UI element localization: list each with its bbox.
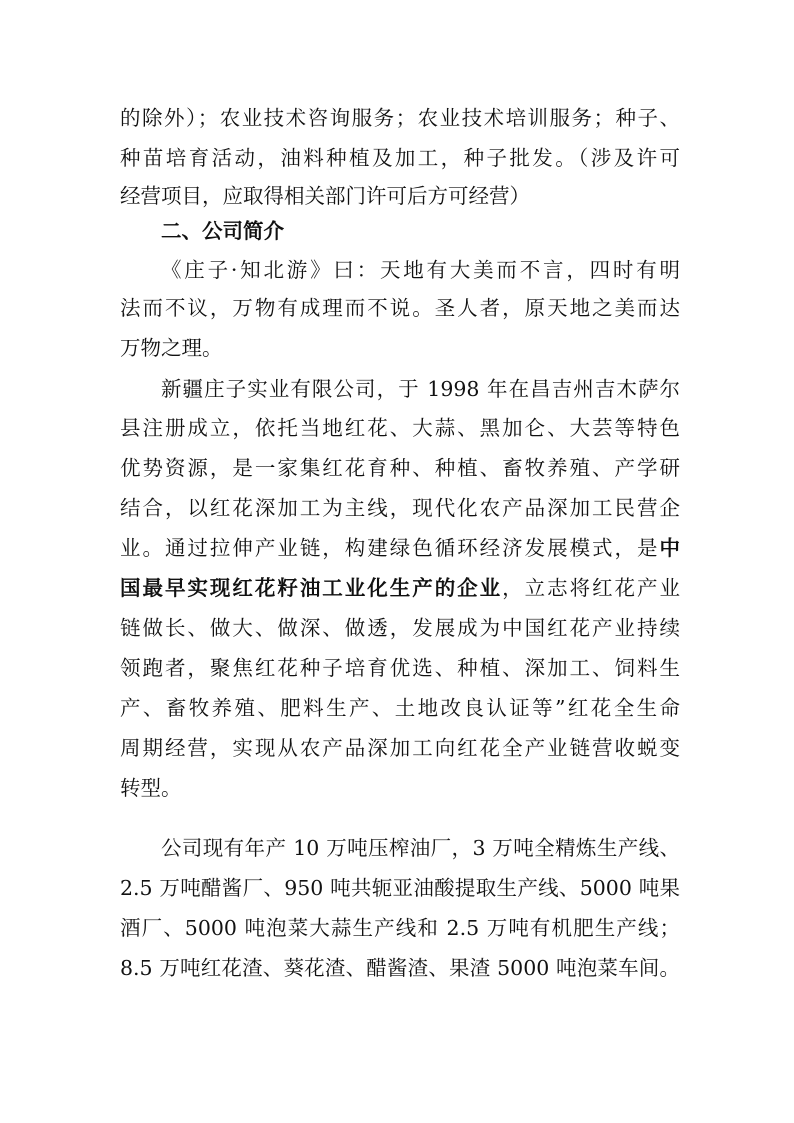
text-segment: 业。通过拉伸产业链，构建绿色循环经济发展模式，是 xyxy=(120,536,660,560)
text-line: 经营项目，应取得相关部门许可后方可经营） xyxy=(120,184,530,208)
text-line: 产、畜牧养殖、肥料生产、土地改良认证等”红花全生命 xyxy=(120,696,680,720)
text-segment: ，立志将红花产业 xyxy=(502,576,681,600)
text-line: 周期经营，实现从农产品深加工向红花全产业链营收蜕变 xyxy=(120,736,680,760)
text-line: 链做长、做大、做深、做透，发展成为中国红花产业持续 xyxy=(120,616,680,640)
text-line: 转型。 xyxy=(120,776,182,800)
text-line: 县注册成立，依托当地红花、大蒜、黑加仑、大芸等特色 xyxy=(120,416,680,440)
bold-highlight: 中 xyxy=(659,536,680,560)
section-heading: 二、公司简介 xyxy=(161,219,284,243)
text-line: 酒厂、5000 吨泡菜大蒜生产线和 2.5 万吨有机肥生产线； xyxy=(120,916,680,940)
text-line: 结合，以红花深加工为主线，现代化农产品深加工民营企 xyxy=(120,496,680,520)
text-line: 8.5 万吨红花渣、葵花渣、醋酱渣、果渣 5000 吨泡菜车间。 xyxy=(120,956,680,980)
text-line: 万物之理。 xyxy=(120,336,223,360)
text-line: 领跑者，聚焦红花种子培育优选、种植、深加工、饲料生 xyxy=(120,656,680,680)
text-line xyxy=(120,573,680,603)
text-line: 的除外）；农业技术咨询服务；农业技术培训服务；种子、 xyxy=(120,106,680,130)
text-line xyxy=(120,533,680,563)
bold-highlight: 国最早实现红花籽油工业化生产的企业 xyxy=(120,576,503,600)
text-line: 公司现有年产 10 万吨压榨油厂，3 万吨全精炼生产线、 xyxy=(161,836,680,860)
text-line: 《庄子·知北游》曰：天地有大美而不言，四时有明 xyxy=(161,258,680,282)
text-line: 种苗培育活动，油料种植及加工，种子批发。（涉及许可 xyxy=(120,146,680,170)
text-line: 法而不议，万物有成理而不说。圣人者，原天地之美而达 xyxy=(120,296,680,320)
text-line: 优势资源，是一家集红花育种、种植、畜牧养殖、产学研 xyxy=(120,456,680,480)
text-line: 2.5 万吨醋酱厂、950 吨共轭亚油酸提取生产线、5000 吨果 xyxy=(120,876,680,900)
text-line: 新疆庄子实业有限公司，于 1998 年在昌吉州吉木萨尔 xyxy=(161,377,680,401)
